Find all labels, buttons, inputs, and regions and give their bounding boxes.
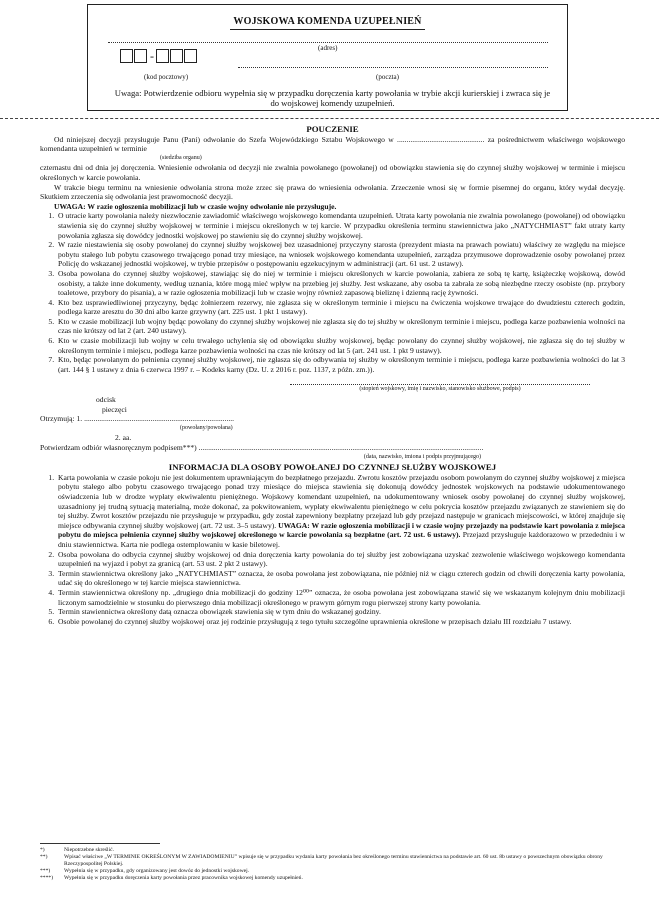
postal-digit-box	[156, 49, 169, 63]
main-content	[40, 125, 625, 626]
pouczenie-paragraph-1: Od niniejszej decyzji przysługuje Panu (Pani) odwołanie do Szefa Wojewódzkiego Sztabu Wojskowego w .............................................. za pośrednictwem właściwego wojskowego komendanta uzupełnień w terminie	[40, 134, 625, 154]
postal-dash: -	[150, 49, 154, 63]
informacja-item-1-text: Karta powołania w czasie pokoju nie jest dokumentem uprawniającym do bezpłatnego przejazdu. Zwrotu kosztów przejazdu osobom powołanym do czynnej służby wojskowej z miejsca pobytu stałego albo pobytu czasowego trwającego ponad trzy miesiące do miejsca stawienia się dokonują dowódcy jednostek wojskowych na podstawie udokumentowanego oświadczenia lub w drodze wypłaty ekwiwalentu pieniężnego. Wojskowy komendant uzupełnień, na udokumentowany wniosek osoby powołanej do czynnej służby wojskowej, uzasadniony jej trudną sytuacją materialną, może dokonać, za pokwitowaniem, wypłaty ekwiwalentu pieniężnego w celu pokrycia kosztów przejazdu związanych ze stawieniem się do tej służby. Zwrot kosztów przejazdu nie przysługuje w przypadku, gdy został zapewniony bezpłatny przejazd lub gdy przejazd następuje w granicach miejscowości, w której znajduje się miejsce odbywania czynnej służby wojskowej (art. 72 ust. 3–5 ustawy).	[58, 472, 625, 530]
footnote-mark: **)	[40, 854, 48, 860]
header-note: Uwaga: Potwierdzenie odbioru wypełnia się w przypadku doręczenia karty powołania w trybie akcji kurierskiej i zwraca się je do wojskowej komendy uzupełnień.	[114, 88, 551, 108]
title-underline	[230, 29, 425, 30]
footnote-text: Wypełnia się w przypadku doręczenia karty powołania przez pracownika wojskowej komendy uzupełnień.	[64, 875, 303, 881]
informacja-item: 5. Termin stawiennictwa określony datą oznacza obowiązek stawienia się w tym dniu do wskazanej godziny.	[56, 607, 625, 617]
pouczenie-item: 7. Kto, będąc powołanym do pełnienia czynnej służby wojskowej, nie zgłasza się do odbywania tej służby w określonym terminie i miejscu, podlega karze pozbawienia wolności do lat 3 (art. 144 § 1 ustawy z dnia 6 czerwca 1997 r. – Kodeks karny (Dz. U. z 2016 r. poz. 1137, z późn. zm.)).	[56, 355, 625, 374]
footnote-text: Wpisać właściwe „W TERMINIE OKREŚLONYM W ZAWIADOMIENIU” wpisuje się w przypadku wydania karty powołania bez określonego terminu stawiennictwa na podstawie art. 60 ust. 8b ustawy o powszechnym obowiązku obrony Rzeczypospolitej Polskiej.	[64, 854, 603, 867]
header-title: WOJSKOWA KOMENDA UZUPEŁNIEŃ	[233, 16, 422, 27]
footnote	[40, 868, 625, 875]
cut-line	[0, 118, 659, 119]
post-office-dotted-line	[238, 67, 548, 68]
informacja-item	[56, 473, 625, 550]
signature-caption: (stopień wojskowy, imię i nazwisko, stanowisko służbowe, podpis)	[359, 386, 521, 393]
footnote	[40, 875, 625, 882]
footnote-text: Wypełnia się w przypadku, gdy organizowany jest dowóz do jednostki wojskowej.	[64, 868, 250, 874]
stamp-label-2: pieczęci	[102, 404, 127, 414]
organ-caption: (siedziba organu)	[160, 154, 202, 161]
address-box	[87, 4, 568, 111]
stamp-label-1: odcisk	[96, 395, 116, 405]
pouczenie-item: 4. Kto bez usprawiedliwionej przyczyny, będąc żołnierzem rezerwy, nie zgłasza się w określonym terminie i miejscu na ćwiczenia wojskowe trwające do dwudziestu czterech godzin, podlega karze aresztu do 30 dni albo karze grzywny (art. 225 ust. 1 pkt 1 ustawy).	[56, 298, 625, 317]
postal-code-caption: (kod pocztowy)	[144, 73, 189, 81]
recipient-caption: (powołany/powołana)	[180, 424, 233, 431]
pouczenie-uwaga: UWAGA: W razie ogłoszenia mobilizacji lub w czasie wojny odwołanie nie przysługuje.	[54, 201, 337, 211]
recipients-line: Otrzymują: 1. ...............................................................................	[40, 414, 235, 424]
pouczenie-item: 1. O utracie karty powołania należy niezwłocznie zawiadomić właściwego wojskowego komendanta uzupełnień. Utrata karty powołania nie zwalnia powołanego (powołanej) od obowiązku stawienia się do czynnej służby wojskowej w terminie i miejscu określonych w tej karcie. W przypadku określenia terminu stawiennictwa jako „NATYCHMIAST” fakt utraty karty powołania zgłasza się dowódcy jednostki wojskowej po stawieniu się do czynnej służby wojskowej.	[56, 211, 625, 240]
footnote-separator	[40, 843, 160, 844]
footnote-text: Niepotrzebne skreślić.	[64, 847, 115, 853]
postal-digit-box	[184, 49, 197, 63]
address-dotted-line	[108, 42, 548, 43]
postal-digit-box	[170, 49, 183, 63]
pouczenie-list	[40, 211, 625, 374]
postal-code-boxes	[120, 49, 198, 63]
recipient-2: 2. aa.	[115, 433, 132, 443]
footnote	[40, 847, 625, 854]
informacja-list	[40, 473, 625, 627]
postal-digit-box	[120, 49, 133, 63]
informacja-item-1-uwaga: UWAGA: W razie ogłoszenia mobilizacji i w czasie wojny przejazdy na podstawie kart powołania z miejsca pobytu do miejsca pełnienia czynnej służby wojskowej określonego w karcie powołania są bezpłatne (art. 72 ust. 6 ustawy).	[58, 520, 626, 540]
receipt-caption: (data, nazwisko, imiona i podpis przyjmującego)	[363, 453, 482, 460]
post-office-caption: (poczta)	[376, 73, 399, 81]
footnote-mark: ****)	[40, 875, 54, 881]
footnote	[40, 854, 625, 868]
pouczenie-item: 3. Osoba powołana do czynnej służby wojskowej, stawiając się do niej w terminie i miejscu określonych w karcie powołania, zabiera ze sobą tę kartę, książeczkę wojskową, dowód osobisty, a także inne dokumenty, według uznania, które mogą mieć wpływ na przebieg jej służby. Jest wskazane, aby osoba ta zabrała ze sobą niezbędne rzeczy osobiste (np. przybory toaletowe, przybory do pisania), a w razie ogłoszenia mobilizacji lub w czasie wojny również zapasową bieliznę i dzienną rację żywności.	[56, 269, 625, 298]
informacja-item: 4. Termin stawiennictwa określony np. „drugiego dnia mobilizacji do godziny 12⁰⁰” oznacza, że osoba powołana jest zobowiązana stawić się we wskazanym kolejnym dniu mobilizacji liczonym samodzielnie w stosunku do pierwszego dnia mobilizacji określonego w prawym górnym rogu pierwszej strony karty powołania.	[56, 588, 625, 607]
pouczenie-paragraph-1-cont: czternastu dni od dnia jej doręczenia. Wniesienie odwołania od decyzji nie zwalnia powołanego (powołanej) od obowiązku stawienia się do czynnej służby wojskowej w terminie i miejscu określonych w karcie powołania.	[40, 163, 625, 182]
address-caption: (adres)	[318, 44, 338, 52]
postal-digit-box	[134, 49, 147, 63]
pouczenie-item: 5. Kto w czasie mobilizacji lub wojny będąc powołany do czynnej służby wojskowej nie zgłasza się do tej służby w określonym terminie i miejscu, podlega karze pozbawienia wolności na czas nie krótszy od lat 2 (art. 240 ustawy).	[56, 317, 625, 336]
footnotes	[40, 843, 625, 882]
pouczenie-item: 6. Kto w czasie mobilizacji lub wojny w celu trwałego uchylenia się od obowiązku służby wojskowej, będąc powołany do czynnej służby wojskowej, nie zgłasza się do tej służby w określonym terminie i miejscu, podlega karze pozbawienia wolności na czas nie krótszy od lat 5 (art. 241 ust. 1 pkt 9 ustawy).	[56, 336, 625, 355]
informacja-item: 2. Osoba powołana do odbycia czynnej służby wojskowej od dnia doręczenia karty powołania do tej służby jest zobowiązana uzyskać zezwolenie właściwego wojskowego komendanta uzupełnień na wyjazd i pobyt za granicą (art. 53 ust. 2 pkt 2 ustawy).	[56, 550, 625, 569]
footnote-mark: *)	[40, 847, 45, 853]
informacja-item: 6. Osobie powołanej do czynnej służby wojskowej oraz jej rodzinie przysługują z tego tytułu szczególne uprawnienia określone w przepisach działu III rozdziału 7 ustawy.	[56, 617, 625, 627]
pouczenie-title: POUCZENIE	[306, 124, 359, 134]
informacja-item: 3. Termin stawiennictwa określony jako „NATYCHMIAST” oznacza, że osoba powołana jest zobowiązana, nie później niż w ciągu czterech godzin od chwili doręczenia karty powołania, udać się do określonego w tej karcie miejsca stawiennictwa.	[56, 569, 625, 588]
informacja-title: INFORMACJA DLA OSOBY POWOŁANEJ DO CZYNNEJ SŁUŻBY WOJSKOWEJ	[168, 462, 497, 473]
footnote-mark: ***)	[40, 868, 51, 874]
receipt-confirmation: Potwierdzam odbiór własnoręcznym podpisem***) ......................................................................................................................................................	[40, 443, 484, 452]
informacja-item-1-tail: Przejazd przysługuje każdorazowo w przededniu i w dniu stawiennictwa. Karta nie podlega ostemplowaniu w kasie biletowej.	[58, 530, 625, 549]
pouczenie-paragraph-2: W trakcie biegu terminu na wniesienie odwołania strona może zrzec się prawa do wniesienia odwołania. Zrzeczenie wnosi się w formie pisemnej do organu, który wydał decyzję. Skutkiem zrzeczenia się odwołania jest prawomocność decyzji.	[40, 182, 625, 202]
pouczenie-item: 2. W razie niestawienia się osoby powołanej do czynnej służby wojskowej bez uzasadnionej przyczyny starosta (prezydent miasta na prawach powiatu) właściwy ze względu na miejsce pobytu stałego lub pobytu czasowego trwającego ponad trzy miesiące, na wniosek wojskowego komendanta uzupełnień, zarządza przymusowe doprowadzenie osoby powołanej przez Policję do wskazanej jednostki wojskowej, w trybie przepisów o postępowaniu egzekucyjnym w administracji (art. 61 ust. 2 ustawy).	[56, 240, 625, 269]
